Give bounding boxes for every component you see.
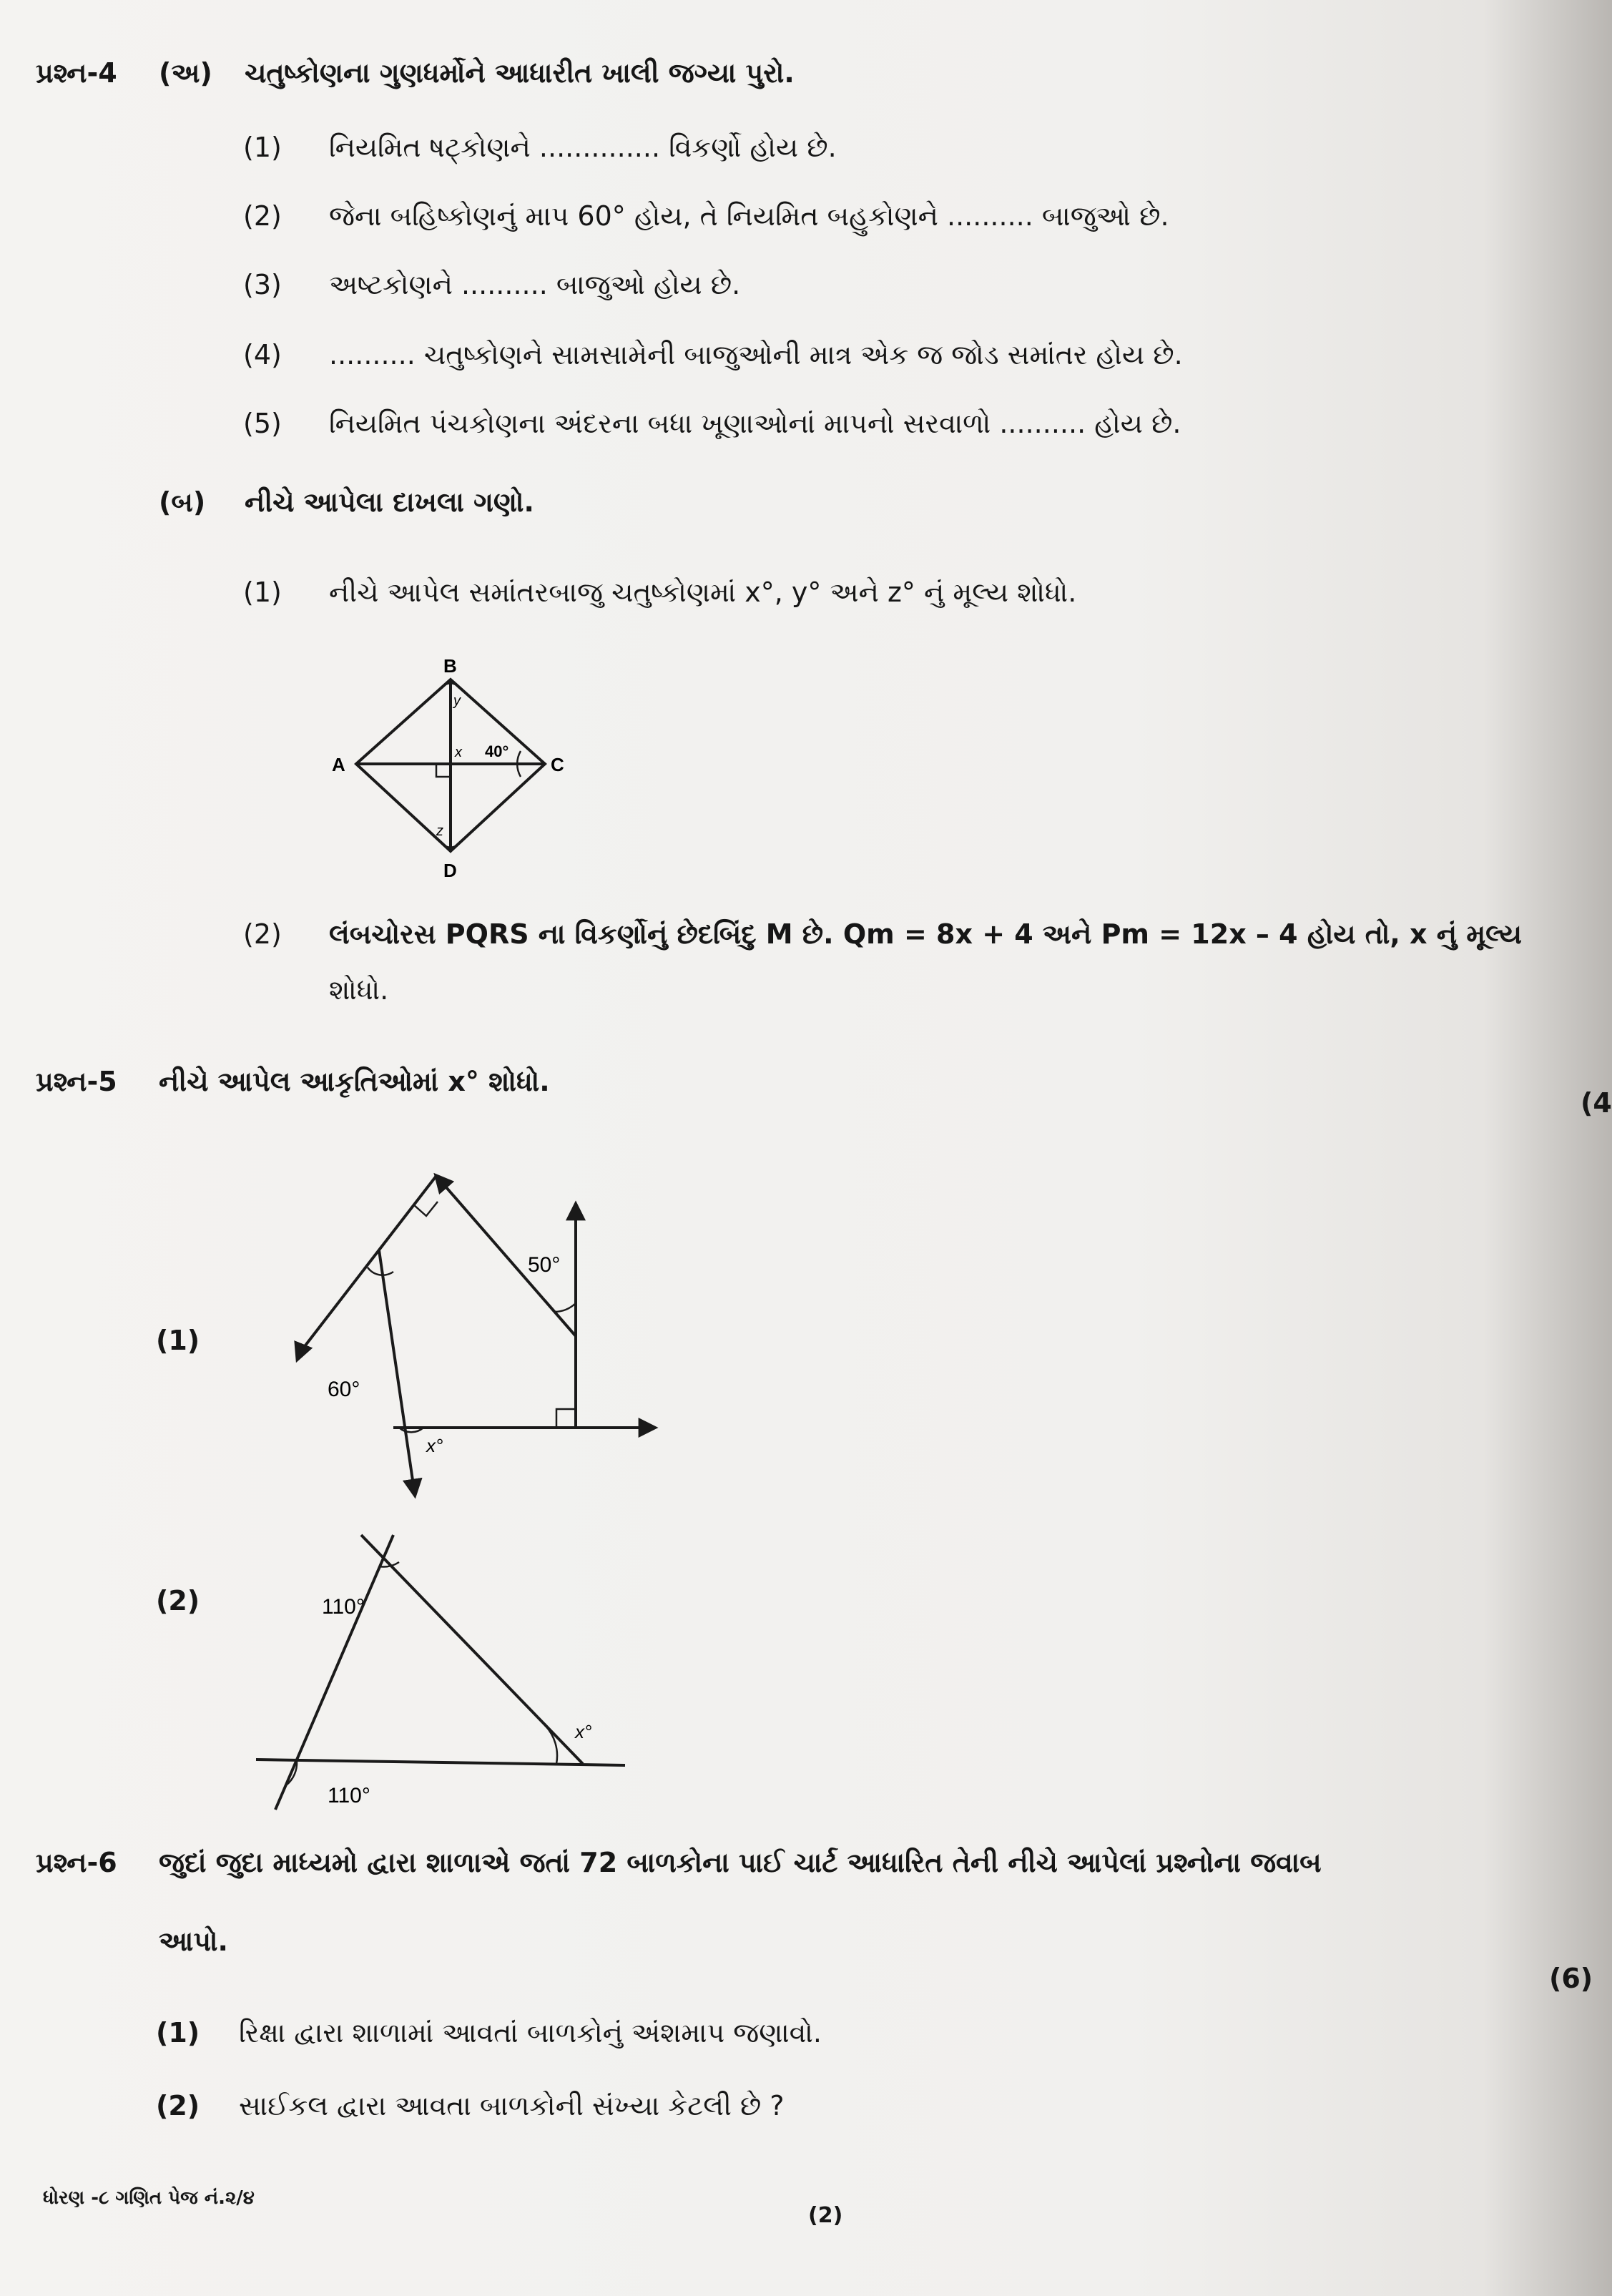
q4-label: પ્રશ્ન-4 [36, 57, 117, 89]
exterior-angle-figure-2 [243, 1531, 644, 1817]
q4a-item-3-num: (3) [243, 269, 282, 300]
angle-label-110-bottom: 110° [328, 1784, 370, 1807]
angle-label-x-fig1: x° [426, 1435, 443, 1456]
q4a-item-3-text: અષ્ટકોણને .......... બાજુઓ હોય છે. [329, 269, 741, 300]
q4a-item-4-num: (4) [243, 339, 282, 371]
q4-part-a-heading: ચતુષ્કોણના ગુણધર્મોને આધારીત ખાલી જગ્યા પુરો. [245, 57, 795, 89]
angle-label-x-fig2: x° [575, 1721, 592, 1742]
q4b-item-2-line2: શોધો. [329, 974, 389, 1006]
vertex-label-c: C [551, 754, 564, 775]
angle-label-60: 60° [328, 1378, 360, 1401]
q6-label: પ્રશ્ન-6 [36, 1847, 117, 1878]
vertex-label-b: B [443, 655, 457, 677]
page-number: (2) [808, 2203, 843, 2228]
q4b-item-1-num: (1) [243, 577, 282, 608]
angle-label-50: 50° [528, 1253, 561, 1277]
rhombus-figure [322, 644, 579, 887]
q4-part-b-heading: નીચે આપેલા દાખલા ગણો. [245, 486, 534, 518]
q4-part-a-marker: (અ) [159, 57, 212, 89]
q5-heading: નીચે આપેલ આકૃતિઓમાં x° શોધો. [159, 1066, 550, 1097]
q4b-item-2-num: (2) [243, 918, 282, 950]
q6-heading-line1: જુદાં જુદા માધ્યમો દ્વારા શાળાએ જતાં 72 બાળકોના પાઈ ચાર્ટ આધારિત તેની નીચે આપેલાં પ્રશ્નોના જવાબ [159, 1847, 1322, 1878]
q4a-item-1-num: (1) [243, 132, 282, 163]
q4a-item-2-text: જેના બહિષ્કોણનું માપ 60° હોય, તે નિયમિત બહુકોણને .......... બાજુઓ છે. [329, 200, 1169, 232]
q5-margin-mark: (4 [1581, 1087, 1612, 1119]
vertex-label-d: D [443, 860, 457, 881]
q5-label: પ્રશ્ન-5 [36, 1066, 117, 1097]
q5-fig1-num: (1) [156, 1325, 200, 1356]
q6-marks: (6) [1549, 1963, 1593, 1994]
q6-heading-line2: આપો. [159, 1925, 228, 1957]
vertex-label-a: A [332, 754, 345, 775]
q6-item-2-num: (2) [156, 2090, 200, 2121]
q4b-item-2-line1: લંબચોરસ PQRS ના વિકર્ણોનું છેદબિંદુ M છે. Qm = 8x + 4 અને Pm = 12x – 4 હોય તો, x નું મૂલ્ય [329, 918, 1523, 950]
q6-item-2-text: સાઈકલ દ્વારા આવતા બાળકોની સંખ્યા કેટલી છે ? [239, 2090, 785, 2121]
q4-part-b-marker: (બ) [159, 486, 206, 518]
q6-item-1-text: રિક્ષા દ્વારા શાળામાં આવતાં બાળકોનું અંશમાપ જણાવો. [239, 2017, 822, 2049]
q5-fig2-num: (2) [156, 1585, 200, 1616]
angle-label-z: z [436, 823, 443, 839]
q4a-item-5-text: નિયમિત પંચકોણના અંદરના બધા ખૂણાઓનાં માપનો સરવાળો .......... હોય છે. [329, 408, 1181, 439]
exterior-angle-figure-1 [286, 1144, 672, 1516]
angle-label-x: x [455, 745, 462, 760]
q6-item-1-num: (1) [156, 2017, 200, 2049]
q4a-item-5-num: (5) [243, 408, 282, 439]
angle-label-y: y [453, 693, 461, 709]
q4b-item-1-text: નીચે આપેલ સમાંતરબાજુ ચતુષ્કોણમાં x°, y° અને z° નું મૂલ્ય શોધો. [329, 577, 1077, 608]
q4a-item-2-num: (2) [243, 200, 282, 232]
angle-label-110-top: 110° [322, 1595, 365, 1619]
q4a-item-1-text: નિયમિત ષટ્કોણને .............. વિકર્ણો હોય છે. [329, 132, 837, 163]
q4a-item-4-text: .......... ચતુષ્કોણને સામસામેની બાજુઓની માત્ર એક જ જોડ સમાંતર હોય છે. [329, 339, 1183, 371]
footer-left: ધોરણ -૮ ગણિત પેજ નં.૨/૪ [43, 2187, 255, 2209]
angle-label-40: 40° [485, 742, 509, 760]
